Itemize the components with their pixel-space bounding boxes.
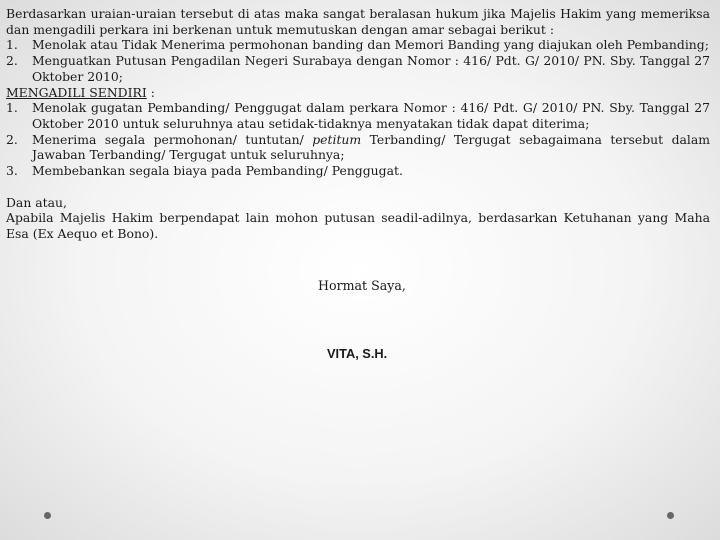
list-item [6, 37, 710, 53]
list-text-part: Menerima segala permohonan/ tuntutan/ [32, 131, 313, 147]
list-number: 1. [6, 37, 18, 53]
list-number: 3. [6, 163, 18, 179]
list-number: 1. [6, 100, 18, 116]
list-text: Membebankan segala biaya pada Pembanding/ Penggugat. [32, 163, 403, 179]
slide-bullet-decoration [667, 512, 674, 519]
signature-name: VITA, S.H. [327, 346, 388, 361]
list-item [6, 53, 710, 84]
section-heading: MENGADILI SENDIRI [6, 84, 147, 100]
alternative-intro: Dan atau, [6, 194, 67, 210]
italic-term: petitum [312, 131, 362, 147]
list-item [6, 132, 710, 163]
document-body [6, 6, 710, 242]
list-number: 2. [6, 53, 18, 69]
closing-salutation: Hormat Saya, [318, 278, 406, 293]
list-text-part: Terbanding/ Tergugat sebagaimana tersebut dalam Jawaban Terbanding/ Tergugat untuk seluruhnya; [32, 131, 710, 163]
list-number: 2. [6, 131, 18, 147]
list-item [6, 100, 710, 131]
list-text: Menguatkan Putusan Pengadilan Negeri Surabaya dengan Nomor : 416/ Pdt. G/ 2010/ PN. Sby. Tanggal 27 Oktober 2010; [32, 53, 710, 84]
alternative-paragraph: Apabila Majelis Hakim berpendapat lain mohon putusan seadil-adilnya, berdasarkan Ketuhanan yang Maha Esa (Ex Aequo et Bono). [6, 210, 710, 242]
section-heading-line [6, 85, 710, 101]
intro-paragraph: Berdasarkan uraian-uraian tersebut di atas maka sangat beralasan hukum jika Majelis Hakim yang memeriksa dan mengadili perkara ini berkenan untuk memutuskan dengan amar sebagai berikut : [6, 6, 710, 37]
slide-bullet-decoration [44, 512, 51, 519]
list-text [32, 132, 710, 163]
list-text: Menolak gugatan Pembanding/ Penggugat dalam perkara Nomor : 416/ Pdt. G/ 2010/ PN. Sby. Tanggal 27 Oktober 2010 untuk seluruhnya atau setidak-tidaknya menyatakan tidak dapat diterima; [32, 100, 710, 131]
section-heading-suffix: : [146, 84, 155, 100]
list-text: Menolak atau Tidak Menerima permohonan banding dan Memori Banding yang diajukan oleh Pembanding; [32, 37, 709, 53]
list-item [6, 163, 710, 179]
